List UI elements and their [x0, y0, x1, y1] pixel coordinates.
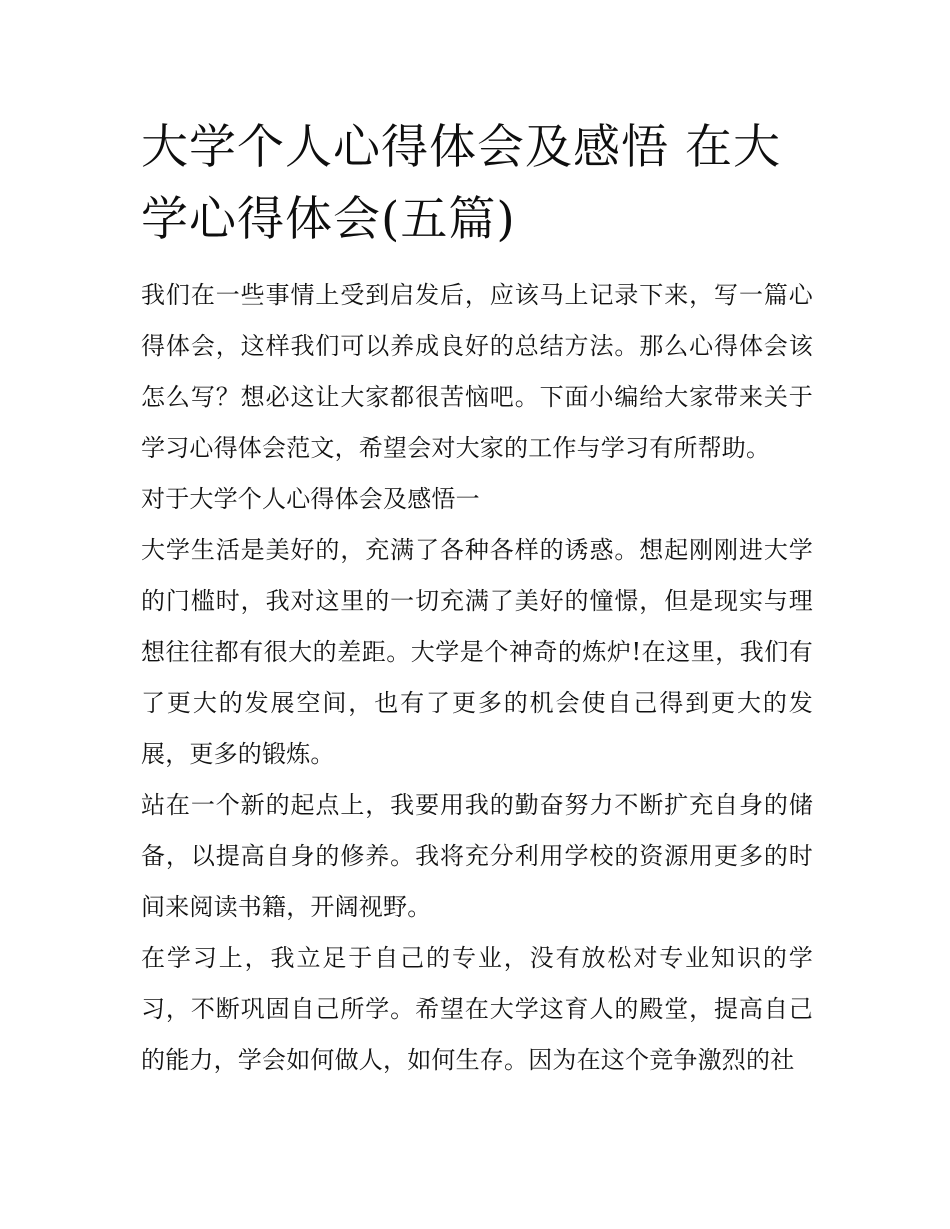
document-content — [141, 112, 813, 1086]
document-title: 大学个人心得体会及感悟 在大学心得体会(五篇) — [141, 120, 781, 247]
paragraph-new-start: 站在一个新的起点上，我要用我的勤奋努力不断扩充自身的储备，以提高自身的修养。我将充分利用学校的资源用更多的时间来阅读书籍，开阔视野。 — [141, 791, 813, 921]
paragraph-study: 在学习上，我立足于自己的专业，没有放松对专业知识的学习，不断巩固自己所学。希望在大学这育人的殿堂，提高自己的能力，学会如何做人，如何生存。因为在这个竞争激烈的社 — [141, 944, 813, 1074]
document-body — [141, 270, 813, 1086]
section-heading: 对于大学个人心得体会及感悟一 — [141, 485, 480, 513]
paragraph-intro: 我们在一些事情上受到启发后，应该马上记录下来，写一篇心得体会，这样我们可以养成良好的总结方法。那么心得体会该怎么写？想必这让大家都很苦恼吧。下面小编给大家带来关于学习心得体会范文，希望会对大家的工作与学习有所帮助。 — [141, 281, 813, 462]
paragraph-college-life: 大学生活是美好的，充满了各种各样的诱惑。想起刚刚进大学的门槛时，我对这里的一切充满了美好的憧憬，但是现实与理想往往都有很大的差距。大学是个神奇的炼炉!在这里，我们有了更大的发展空间，也有了更多的机会使自己得到更大的发展，更多的锻炼。 — [141, 536, 813, 768]
